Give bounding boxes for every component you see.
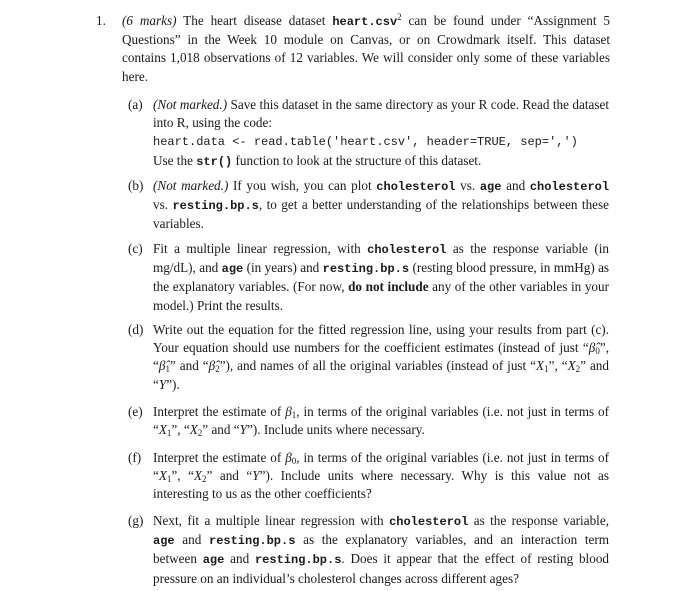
part-g-label: (g) — [128, 513, 144, 528]
part-d: Write out the equation for the fitted regression line, using your results from part (c). Your equation should use numbers for the coefficient estimates (instead of just “$\betâ_0$”, “$\betâ_1$” and “$\betâ_2$”), and names of all the original variables (instead of just “$X_1$”, “$X_2$” and “Y”). — [153, 322, 609, 392]
question-intro: (6 marks) The heart disease dataset heart.csv$^2$ can be found under “Assignment 5 Questions” in the Week 10 module on Canvas, or on Crowdmark itself. This dataset contains 1,018 observations of 12 variables. We will consider only some of these variables here. — [122, 12, 611, 84]
part-g: Next, fit a multiple linear regression with cholesterol as the response variable, age and resting.bp.s as the explanatory variables, and an interaction term between age and resting.bp.s. Does it appear that the effect of resting blood pressure on an individual’s cholesterol changes across different ages? — [153, 513, 610, 586]
part-a-label: (a) — [128, 97, 143, 112]
part-f-label: (f) — [128, 450, 142, 465]
part-e: Interpret the estimate of $\beta_1$, in terms of the original variables (i.e. not just in terms of “$X_1$”, “$X_2$” and “Y”). Include units where necessary. — [153, 404, 610, 439]
part-e-label: (e) — [128, 404, 143, 419]
part-c-label: (c) — [128, 241, 143, 256]
question-marks: (6 marks) — [122, 13, 177, 28]
part-f: Interpret the estimate of $\beta_0$, in terms of the original variables (i.e. not just in terms of “$X_1$”, “$X_2$” and “Y”). Include units where necessary. Why is this value not as interesting to us as the other coefficients? — [153, 450, 610, 502]
part-a: (Not marked.) Save this dataset in the same directory as your R code. Read the dataset into R, using the code: heart.data <- read.table('heart.csv', header=TRUE, sep=',') Use the str() function to look at the structure of this dataset. — [153, 97, 610, 169]
read-table-code: heart.data <- read.table('heart.csv', header=TRUE, sep=',') — [153, 135, 578, 150]
file-name: heart.csv — [332, 15, 398, 29]
part-c: Fit a multiple linear regression, with cholesterol as the response variable (in mg/dL), and age (in years) and resting.bp.s (resting blood pressure, in mmHg) as the explanatory variables. (For now, do not include any of the other variables in your model.) Print the results. — [153, 241, 610, 313]
part-b-label: (b) — [128, 178, 144, 193]
part-d-label: (d) — [128, 322, 144, 337]
question-number: 1. — [96, 13, 106, 28]
part-b: (Not marked.) If you wish, you can plot cholesterol vs. age and cholesterol vs. resting.bp.s, to get a better understanding of the relationships between these variables. — [153, 178, 610, 232]
